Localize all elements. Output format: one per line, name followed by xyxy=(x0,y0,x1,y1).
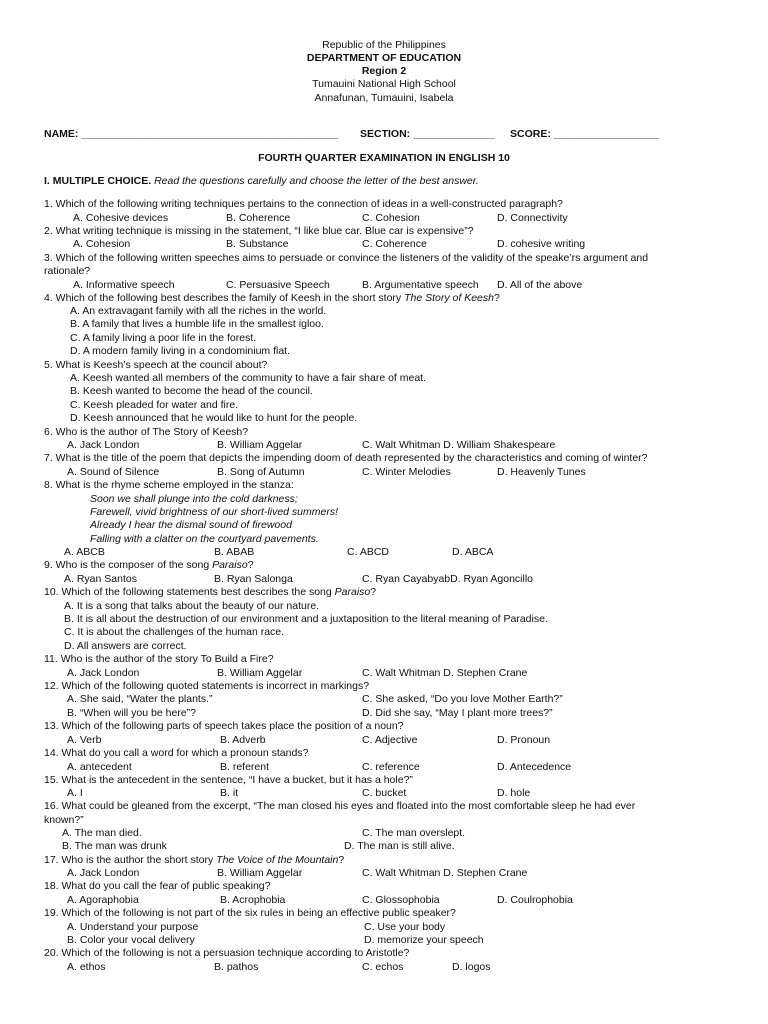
choice-c: C. Winter Melodies xyxy=(362,466,451,478)
choice-a: A. She said, “Water the plants.” xyxy=(67,693,213,705)
question-text: 14. What do you call a word for which a pronoun stands? xyxy=(44,747,309,759)
choice-b: B. William Aggelar xyxy=(217,439,303,451)
stanza-line: Already I hear the dismal sound of firewood xyxy=(90,519,292,531)
question-text: 10. Which of the following statements best describes the song Paraiso? xyxy=(44,586,377,598)
choice-c: C. It is about the challenges of the human race. xyxy=(64,626,285,638)
song-title: Paraiso xyxy=(212,559,248,571)
choice-a: A. ethos xyxy=(67,961,106,973)
section-field: SECTION: ______________ xyxy=(360,128,495,140)
choice-a: A. It is a song that talks about the beauty of our nature. xyxy=(64,600,320,612)
choice-d: D. All of the above xyxy=(497,279,583,291)
song-title: Paraiso xyxy=(334,586,371,598)
choice-c: C. Use your body xyxy=(364,921,446,933)
story-title: The Story of Keesh xyxy=(404,292,494,304)
choice-a: A. The man died. xyxy=(62,827,142,839)
choice-c: C. She asked, “Do you love Mother Earth?” xyxy=(362,693,563,705)
choice-a: A. antecedent xyxy=(67,761,132,773)
choice-b: B. Color your vocal delivery xyxy=(67,934,195,946)
choice-b: B. Coherence xyxy=(226,212,291,224)
choice-d: D. The man is still alive. xyxy=(344,840,455,852)
choice-d: D. Keesh announced that he would like to hunt for the people. xyxy=(70,412,358,424)
question-text: 17. Who is the author the short story The Voice of the Mountain? xyxy=(44,854,345,866)
choice-d: D. All answers are correct. xyxy=(64,640,187,652)
choice-d: D. ABCA xyxy=(452,546,494,558)
choice-d: D. memorize your speech xyxy=(364,934,484,946)
part-heading xyxy=(44,175,479,188)
choice-c: C. ABCD xyxy=(347,546,390,558)
choice-b: B. A family that lives a humble life in the smallest igloo. xyxy=(70,318,324,330)
choice-b: B. referent xyxy=(220,761,270,773)
choice-b: B. pathos xyxy=(214,961,259,973)
question-text: 3. Which of the following written speeches aims to persuade or convince the listeners of the validity of the speake’rs argument and xyxy=(44,252,649,264)
choice-c: C. bucket xyxy=(362,787,407,799)
choice-a: A. Jack London xyxy=(67,667,140,679)
choice-a: A. Cohesive devices xyxy=(73,212,169,224)
choice-a: A. Keesh wanted all members of the community to have a fair share of meat. xyxy=(70,372,427,384)
choice-b: B. Song of Autumn xyxy=(217,466,305,478)
choice-b: B. Acrophobia xyxy=(220,894,286,906)
choice-b: B. Keesh wanted to become the head of the council. xyxy=(70,385,313,397)
choice-c: C. A family living a poor life in the forest. xyxy=(70,332,257,344)
stanza-line: Falling with a clatter on the courtyard pavements. xyxy=(90,533,319,545)
choice-c-d: C. Walt Whitman D. Stephen Crane xyxy=(362,867,528,879)
choice-c: C. Persuasive Speech xyxy=(226,279,330,291)
choice-a: A. I xyxy=(67,787,83,799)
part-instruction: Read the questions carefully and choose the letter of the best answer. xyxy=(154,175,479,187)
choice-b: B. it xyxy=(220,787,239,799)
choice-b: B. Argumentative speech xyxy=(362,279,479,291)
choice-b: B. “When will you be here”? xyxy=(67,707,196,719)
name-field: NAME: ____________________________________________ xyxy=(44,128,339,140)
part-heading-label: I. MULTIPLE CHOICE. xyxy=(44,175,152,187)
choice-b: B. William Aggelar xyxy=(217,667,303,679)
choice-c: C. The man overslept. xyxy=(362,827,466,839)
choice-c: C. Cohesion xyxy=(362,212,420,224)
score-field: SCORE: __________________ xyxy=(510,128,659,140)
story-title: The Voice of the Mountain xyxy=(216,854,339,866)
question-text: 13. Which of the following parts of speech takes place the position of a noun? xyxy=(44,720,404,732)
choice-c: C. Glossophobia xyxy=(362,894,440,906)
choice-c-d: C. Walt Whitman D. Stephen Crane xyxy=(362,667,528,679)
choice-d: D. A modern family living in a condominium flat. xyxy=(70,345,291,357)
choice-d: D. Did she say, “May I plant more trees?” xyxy=(362,707,553,719)
question-text: 20. Which of the following is not a persuasion technique according to Aristotle? xyxy=(44,947,410,959)
choice-a: A. Understand your purpose xyxy=(67,921,199,933)
question-text-cont: rationale? xyxy=(44,265,91,277)
choice-b: B. The man was drunk xyxy=(62,840,167,852)
choice-a: A. An extravagant family with all the riches in the world. xyxy=(70,305,327,317)
choice-b: B. It is all about the destruction of our environment and a juxtaposition to the literal meaning of Paradise. xyxy=(64,613,548,625)
choice-b: B. William Aggelar xyxy=(217,867,303,879)
choice-a: A. Sound of Silence xyxy=(67,466,160,478)
question-text: 4. Which of the following best describes the family of Keesh in the short story The Story of Keesh? xyxy=(44,292,500,304)
choice-c-d: C. Ryan CayabyabD. Ryan Agoncillo xyxy=(362,573,534,585)
header-address: Annafunan, Tumauini, Isabela xyxy=(314,92,454,104)
choice-a: A. Cohesion xyxy=(73,238,131,250)
choice-d: D. hole xyxy=(497,787,531,799)
question-text: 11. Who is the author of the story To Build a Fire? xyxy=(44,653,274,665)
choice-a: A. Ryan Santos xyxy=(64,573,137,585)
choice-a: A. ABCB xyxy=(64,546,105,558)
header-region: Region 2 xyxy=(361,65,407,77)
choice-d: D. Coulrophobia xyxy=(497,894,573,906)
question-text: 9. Who is the composer of the song Paraiso? xyxy=(44,559,254,571)
choice-a: A. Jack London xyxy=(67,439,140,451)
header-department: DEPARTMENT OF EDUCATION xyxy=(306,52,462,64)
choice-a: A. Verb xyxy=(67,734,102,746)
choice-c-d: C. Walt Whitman D. William Shakespeare xyxy=(362,439,556,451)
choice-a: A. Agoraphobia xyxy=(67,894,139,906)
choice-d: D. Pronoun xyxy=(497,734,551,746)
question-text: 16. What could be gleaned from the excerpt, “The man closed his eyes and floated into the most comfortable sleep he had ever xyxy=(44,800,636,812)
choice-c: C. Adjective xyxy=(362,734,418,746)
question-text: 7. What is the title of the poem that depicts the impending doom of death represented by the characteristics and coming of winter? xyxy=(44,452,648,464)
question-text: 15. What is the antecedent in the sentence, “I have a bucket, but it has a hole?” xyxy=(44,774,413,786)
stanza-line: Farewell, vivid brightness of our short-lived summers! xyxy=(90,506,339,518)
choice-d: D. Heavenly Tunes xyxy=(497,466,586,478)
choice-d: D. Connectivity xyxy=(497,212,568,224)
choice-d: D. logos xyxy=(452,961,491,973)
question-text: 8. What is the rhyme scheme employed in the stanza: xyxy=(44,479,294,491)
choice-c: C. Coherence xyxy=(362,238,427,250)
choice-b: B. Adverb xyxy=(220,734,266,746)
question-text: 12. Which of the following quoted statements is incorrect in markings? xyxy=(44,680,370,692)
question-text: 2. What writing technique is missing in the statement, “I like blue car. Blue car is expensive”? xyxy=(44,225,474,237)
question-text: 1. Which of the following writing techniques pertains to the connection of ideas in a well-constructed paragraph? xyxy=(44,198,563,210)
question-text: 19. Which of the following is not part of the six rules in being an effective public speaker? xyxy=(44,907,456,919)
header-school: Tumauini National High School xyxy=(312,78,456,90)
choice-a: A. Jack London xyxy=(67,867,140,879)
choice-d: D. cohesive writing xyxy=(497,238,586,250)
choice-b: B. Substance xyxy=(226,238,289,250)
choice-c: C. Keesh pleaded for water and fire. xyxy=(70,399,239,411)
question-text: 6. Who is the author of The Story of Keesh? xyxy=(44,426,249,438)
header-country: Republic of the Philippines xyxy=(322,39,446,51)
stanza-line: Soon we shall plunge into the cold darkness; xyxy=(90,493,298,505)
choice-b: B. Ryan Salonga xyxy=(214,573,293,585)
choice-c: C. reference xyxy=(362,761,420,773)
question-text: 18. What do you call the fear of public speaking? xyxy=(44,880,271,892)
choice-b: B. ABAB xyxy=(214,546,255,558)
choice-c: C. echos xyxy=(362,961,404,973)
choice-a: A. Informative speech xyxy=(73,279,175,291)
question-text: 5. What is Keesh’s speech at the council about? xyxy=(44,359,268,371)
exam-title: FOURTH QUARTER EXAMINATION IN ENGLISH 10 xyxy=(258,152,510,164)
question-text-cont: known?” xyxy=(44,814,84,826)
choice-d: D. Antecedence xyxy=(497,761,572,773)
